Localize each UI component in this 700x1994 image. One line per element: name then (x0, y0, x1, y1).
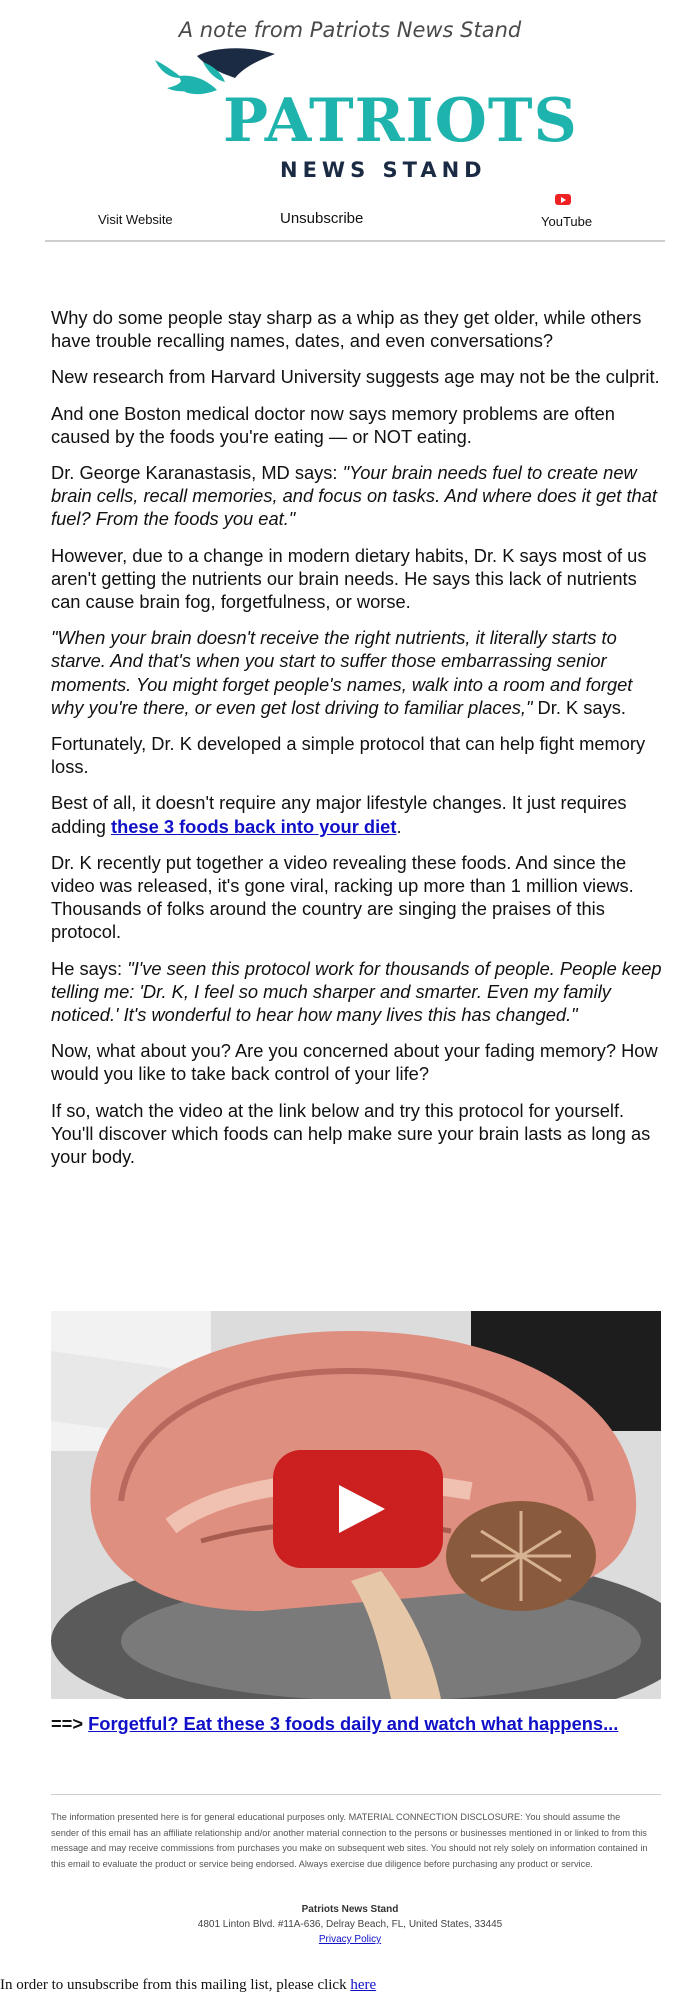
paragraph (51, 791, 663, 837)
quote: "Your brain needs fuel to create new brain cells, recall memories, and focus on tasks. And where does it get that fuel? From the foods you eat." (51, 462, 657, 530)
paragraph: If so, watch the video at the link below and try this protocol for yourself. You'll discover which foods can help make sure your brain lasts as long as your body. (51, 1099, 651, 1168)
paragraph-lead: Best of all, it doesn't require any major lifestyle changes. It just requires adding (51, 792, 627, 837)
paragraph (51, 626, 663, 719)
footer-company: Patriots News Stand (301, 1904, 399, 1915)
quote: "I've seen this protocol work for thousands of people. People keep telling me: 'Dr. K, I feel so much sharper and smarter. Even my family noticed.' It's wonderful to hear how many lives this has changed." (51, 957, 662, 1026)
header-divider (45, 240, 665, 242)
logo-subtitle: NEWS STAND (280, 158, 487, 182)
logo-wordmark: PATRIOTS (223, 86, 578, 156)
youtube-icon[interactable] (555, 194, 571, 205)
play-icon[interactable] (273, 1450, 443, 1568)
paragraph: Now, what about you? Are you concerned about your fading memory? How would you like to take back control of your life? (51, 1040, 658, 1085)
footer-divider (51, 1794, 661, 1795)
paragraph-tail: Dr. K says. (532, 696, 626, 718)
privacy-policy-link[interactable]: Privacy Policy (318, 1934, 382, 1945)
paragraph: And one Boston medical doctor now says memory problems are often caused by the foods you're eating — or NOT eating. (51, 402, 615, 447)
unsubscribe-here-link[interactable]: here (350, 1977, 377, 1993)
youtube-link[interactable]: YouTube (541, 214, 593, 229)
paragraph-tail: . (396, 815, 402, 837)
unsubscribe-link[interactable]: Unsubscribe (280, 210, 364, 227)
paragraph-lead: Dr. George Karanastasis, MD says: (51, 462, 343, 484)
disclaimer-text: The information presented here is for general educational purposes only. MATERIAL CONNECTION DISCLOSURE: You should assume the sender of this email has an affiliate relationship and/or another material connection to the persons or businesses mentioned in or linked to from this message and may receive commissions from purchases you make on subsequent web sites. You should not rely solely on information contained in this email to evaluate the product or service being endorsed. Always exercise due diligence before purchasing any product or service. (51, 1812, 648, 1869)
footer-address: 4801 Linton Blvd. #11A-636, Delray Beach, FL, United States, 33445 (197, 1919, 503, 1930)
paragraph: Why do some people stay sharp as a whip as they get older, while others have trouble recalling names, dates, and even conversations? (51, 307, 642, 352)
visit-website-link[interactable]: Visit Website (98, 212, 173, 227)
unsubscribe-notice (0, 1977, 376, 1994)
paragraph: New research from Harvard University suggests age may not be the culprit. (51, 366, 660, 388)
footer (0, 1902, 700, 1947)
video-thumbnail[interactable] (51, 1311, 661, 1699)
quote: "When your brain doesn't receive the right nutrients, it literally starts to starve. And that's when you start to suffer those embarrassing senior moments. You might forget people's names, walk into a room and forget why you're there, or even get lost driving to familiar places," (51, 627, 633, 718)
article-body (51, 306, 663, 1181)
paragraph-lead: He says: (51, 957, 128, 979)
cta-line (51, 1713, 618, 1735)
video-cta-link[interactable]: Forgetful? Eat these 3 foods daily and watch what happens... (88, 1713, 619, 1734)
paragraph: However, due to a change in modern dietary habits, Dr. K says most of us aren't getting the nutrients our brain needs. He says this lack of nutrients can cause brain fog, forgetfulness, or worse. (51, 544, 647, 613)
top-nav (45, 200, 665, 240)
unsubscribe-text: In order to unsubscribe from this mailing list, please click (0, 1977, 351, 1993)
tagline: A note from Patriots News Stand (178, 18, 522, 42)
paragraph (51, 461, 663, 531)
foods-link[interactable]: these 3 foods back into your diet (110, 815, 397, 837)
paragraph: Fortunately, Dr. K developed a simple protocol that can help fight memory loss. (51, 733, 646, 778)
cta-arrow: ==> (51, 1713, 89, 1734)
paragraph: Dr. K recently put together a video revealing these foods. And since the video was released, it's gone viral, racking up more than 1 million views. Thousands of folks around the country are singing the praises of this protocol. (51, 851, 634, 943)
patriots-news-stand-logo[interactable] (155, 46, 578, 186)
paragraph (51, 957, 663, 1027)
